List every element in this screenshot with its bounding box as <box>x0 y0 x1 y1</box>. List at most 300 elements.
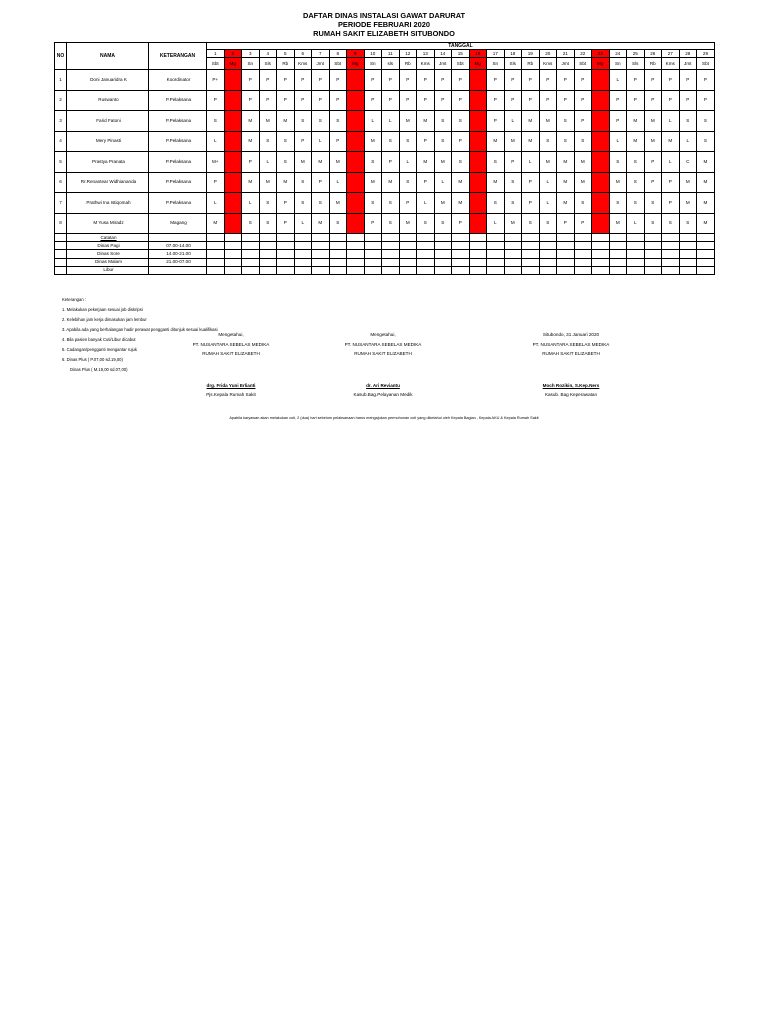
day-cell: Rb <box>399 58 417 70</box>
date-cell: 15 <box>452 50 470 58</box>
shift-cell: P <box>504 90 522 111</box>
shift-cell: M <box>487 131 505 152</box>
blank-cell <box>644 250 662 258</box>
shift-cell <box>347 111 365 132</box>
shift-cell: S <box>277 152 295 173</box>
blank-cell <box>207 250 225 258</box>
blank-cell <box>434 242 452 250</box>
shift-cell: L <box>207 131 225 152</box>
shift-cell: P <box>452 131 470 152</box>
shift-cell: S <box>329 111 347 132</box>
blank-cell <box>224 234 242 242</box>
blank-cell <box>55 266 67 274</box>
shift-cell: P <box>574 90 592 111</box>
shift-cell: S <box>697 111 715 132</box>
blank-cell <box>347 266 365 274</box>
shift-cell: M <box>312 213 330 234</box>
shift-cell: P <box>487 111 505 132</box>
blank-cell <box>487 234 505 242</box>
date-cell: 26 <box>644 50 662 58</box>
shift-cell: L <box>399 152 417 173</box>
shift-cell <box>592 213 610 234</box>
shift-cell <box>224 111 242 132</box>
keterangan-item: 6. Dinas Plus ( P.07,00 sd.19,00) <box>62 357 123 362</box>
date-cell: 13 <box>417 50 435 58</box>
blank-cell <box>417 234 435 242</box>
shift-cell <box>224 70 242 91</box>
shift-cell: P <box>242 90 260 111</box>
blank-cell <box>539 250 557 258</box>
date-cell: 16 <box>469 50 487 58</box>
sheet-header <box>0 11 768 38</box>
blank-cell <box>259 242 277 250</box>
blank-cell <box>382 234 400 242</box>
shift-cell: L <box>662 152 680 173</box>
shift-cell <box>224 90 242 111</box>
blank-cell <box>294 250 312 258</box>
shift-cell: P <box>644 152 662 173</box>
blank-cell <box>452 234 470 242</box>
blank-cell <box>224 250 242 258</box>
signature-block-1 <box>156 330 306 400</box>
keterangan-item: 5. Cadangan/pengganti mengantar rujuk <box>62 347 137 352</box>
shift-cell: S <box>312 193 330 214</box>
shift-note-time: 21.00-07.00 <box>149 258 207 266</box>
blank-cell <box>382 258 400 266</box>
blank-cell <box>312 250 330 258</box>
shift-cell: S <box>522 213 540 234</box>
shift-cell: L <box>609 131 627 152</box>
shift-cell: M <box>434 152 452 173</box>
shift-cell: M <box>242 111 260 132</box>
day-cell: Sbt <box>574 58 592 70</box>
day-cell: Sbt <box>207 58 225 70</box>
shift-cell: M <box>662 131 680 152</box>
shift-cell: L <box>364 111 382 132</box>
keterangan-item: 2. Kelebihan jam kerja dimasukan jam lembur <box>62 317 147 322</box>
shift-cell: S <box>487 152 505 173</box>
blank-cell <box>364 266 382 274</box>
sig-org: PT. NUSANTARA SEBELAS MEDIKA <box>532 341 610 347</box>
shift-cell <box>469 111 487 132</box>
shift-cell: M <box>522 131 540 152</box>
date-cell: 10 <box>364 50 382 58</box>
shift-cell: L <box>522 152 540 173</box>
shift-cell <box>592 70 610 91</box>
shift-cell: M <box>364 131 382 152</box>
sig-position: Pjs.Kepala Rumah Sakit <box>206 392 256 397</box>
row-no: 6 <box>55 172 67 193</box>
blank-cell <box>504 242 522 250</box>
shift-cell: L <box>434 172 452 193</box>
shift-cell: P <box>434 70 452 91</box>
date-cell: 3 <box>242 50 260 58</box>
shift-cell: S <box>277 131 295 152</box>
blank-cell <box>557 250 575 258</box>
blank-cell <box>679 234 697 242</box>
day-cell: Kms <box>417 58 435 70</box>
blank-cell <box>55 258 67 266</box>
shift-cell: P <box>417 131 435 152</box>
shift-cell: P <box>242 70 260 91</box>
blank-cell <box>277 234 295 242</box>
shift-cell: S <box>644 193 662 214</box>
blank-cell <box>627 258 645 266</box>
shift-note-label: Dinas Pagi <box>67 242 149 250</box>
day-cell: Kms <box>539 58 557 70</box>
blank-cell <box>592 242 610 250</box>
shift-cell: S <box>242 213 260 234</box>
shift-cell: M <box>609 213 627 234</box>
blank-cell <box>434 250 452 258</box>
day-cell: sls <box>382 58 400 70</box>
shift-cell: P <box>382 90 400 111</box>
blank-cell <box>224 242 242 250</box>
header-keterangan: KETERANGAN <box>149 43 207 70</box>
shift-cell: P <box>277 70 295 91</box>
blank-cell <box>207 266 225 274</box>
table-row <box>55 70 715 91</box>
shift-cell: P <box>609 90 627 111</box>
shift-cell: L <box>207 193 225 214</box>
shift-cell: P <box>452 70 470 91</box>
blank-cell <box>504 234 522 242</box>
blank-cell <box>207 242 225 250</box>
blank-cell <box>592 266 610 274</box>
shift-cell: P <box>277 213 295 234</box>
sig-position: Kasub. Bag Keperawatan <box>544 392 598 397</box>
shift-cell: M <box>679 193 697 214</box>
blank-cell <box>679 250 697 258</box>
shift-cell <box>592 90 610 111</box>
blank-cell <box>697 234 715 242</box>
shift-cell: S <box>662 213 680 234</box>
blank-cell <box>574 234 592 242</box>
date-cell: 14 <box>434 50 452 58</box>
shift-cell <box>224 152 242 173</box>
day-cell: Kms <box>294 58 312 70</box>
blank-cell <box>364 250 382 258</box>
staff-name: M Yusa Miradz <box>67 213 149 234</box>
shift-cell: P <box>417 90 435 111</box>
shift-cell: P <box>399 90 417 111</box>
blank-cell <box>347 234 365 242</box>
shift-cell: P <box>644 70 662 91</box>
shift-cell <box>347 131 365 152</box>
shift-cell: S <box>539 213 557 234</box>
shift-cell: M <box>627 111 645 132</box>
shift-cell: P <box>259 70 277 91</box>
date-cell: 4 <box>259 50 277 58</box>
blank-cell <box>277 266 295 274</box>
blank-cell <box>382 250 400 258</box>
blank-cell <box>627 242 645 250</box>
shift-cell: P <box>539 90 557 111</box>
blank-cell <box>504 258 522 266</box>
shift-cell: P <box>557 213 575 234</box>
date-cell: 6 <box>294 50 312 58</box>
row-no: 8 <box>55 213 67 234</box>
shift-cell: M <box>487 172 505 193</box>
shift-cell: P+ <box>207 70 225 91</box>
blank-cell <box>469 266 487 274</box>
day-cell: Sn <box>242 58 260 70</box>
sig-name: dr. Ari Reviantu <box>366 382 400 388</box>
blank-cell <box>312 242 330 250</box>
blank-cell <box>417 258 435 266</box>
day-cell: Mg <box>347 58 365 70</box>
shift-cell: L <box>609 70 627 91</box>
shift-cell: S <box>434 111 452 132</box>
shift-cell: L <box>329 172 347 193</box>
blank-cell <box>329 234 347 242</box>
blank-cell <box>277 250 295 258</box>
shift-cell: L <box>294 213 312 234</box>
shift-cell: M <box>277 111 295 132</box>
shift-cell: P <box>399 70 417 91</box>
blank-cell <box>399 234 417 242</box>
blank-cell <box>207 234 225 242</box>
blank-cell <box>329 242 347 250</box>
shift-cell: P <box>364 213 382 234</box>
blank-cell <box>662 266 680 274</box>
shift-cell: S <box>574 193 592 214</box>
blank-cell <box>522 242 540 250</box>
shift-cell: L <box>504 111 522 132</box>
day-cell: Mg <box>224 58 242 70</box>
blank-cell <box>434 258 452 266</box>
shift-cell: M <box>364 172 382 193</box>
blank-cell <box>679 242 697 250</box>
date-cell: 22 <box>574 50 592 58</box>
sig-org: PT. NUSANTARA SEBELAS MEDIKA <box>344 341 422 347</box>
shift-cell: S <box>504 172 522 193</box>
sig-name: drg. Frida Yuni Erlianti <box>206 382 256 388</box>
shift-cell: M <box>329 152 347 173</box>
shift-cell: M <box>697 172 715 193</box>
shift-cell: P <box>417 70 435 91</box>
shift-cell: S <box>399 131 417 152</box>
staff-name: Mery Pinasti <box>67 131 149 152</box>
blank-cell <box>417 250 435 258</box>
shift-cell: P <box>259 90 277 111</box>
day-cell: Sn <box>364 58 382 70</box>
blank-cell <box>592 258 610 266</box>
shift-cell: P <box>329 70 347 91</box>
date-cell: 11 <box>382 50 400 58</box>
sig-unit: RUMAH SAKIT ELIZABETH <box>354 351 412 356</box>
shift-cell: M <box>574 172 592 193</box>
shift-cell: P <box>504 152 522 173</box>
shift-cell: M <box>399 111 417 132</box>
shift-cell <box>469 193 487 214</box>
blank-cell <box>592 234 610 242</box>
shift-cell: S <box>627 193 645 214</box>
shift-cell: S <box>697 131 715 152</box>
keterangan-item: 4. Bila pasien banyak Cuti/Libur dicabut <box>62 337 136 342</box>
header-tanggal: TANGGAL <box>207 43 715 50</box>
blank-cell <box>434 234 452 242</box>
blank-cell <box>522 266 540 274</box>
blank-cell <box>452 242 470 250</box>
shift-cell: P <box>277 193 295 214</box>
shift-cell: P <box>242 152 260 173</box>
date-cell: 9 <box>347 50 365 58</box>
sheet-period: PERIODE FEBRUARI 2020 <box>338 20 430 29</box>
shift-note-time: 07.00-14.00 <box>149 242 207 250</box>
blank-cell <box>697 250 715 258</box>
shift-cell <box>469 152 487 173</box>
blank-cell <box>242 258 260 266</box>
shift-cell: P <box>417 172 435 193</box>
shift-cell: S <box>504 193 522 214</box>
shift-cell: M <box>312 152 330 173</box>
shift-cell: M <box>504 213 522 234</box>
shift-cell: P <box>662 90 680 111</box>
blank-cell <box>277 242 295 250</box>
shift-cell: M <box>522 111 540 132</box>
shift-cell: M <box>557 152 575 173</box>
shift-cell <box>469 70 487 91</box>
shift-note-label: Catatan <box>67 234 149 242</box>
blank-cell <box>644 242 662 250</box>
shift-cell: S <box>364 152 382 173</box>
shift-cell: P <box>644 90 662 111</box>
blank-cell <box>662 234 680 242</box>
shift-cell: P <box>207 172 225 193</box>
shift-cell: L <box>417 193 435 214</box>
shift-cell: S <box>259 131 277 152</box>
shift-cell: P <box>452 213 470 234</box>
sheet-hospital: RUMAH SAKIT ELIZABETH SITUBONDO <box>313 29 455 38</box>
blank-cell <box>242 234 260 242</box>
blank-cell <box>312 234 330 242</box>
day-cell: Jmt <box>312 58 330 70</box>
shift-cell: S <box>294 193 312 214</box>
blank-cell <box>417 266 435 274</box>
date-cell: 12 <box>399 50 417 58</box>
date-cell: 27 <box>662 50 680 58</box>
blank-cell <box>574 250 592 258</box>
table-row <box>55 131 715 152</box>
blank-cell <box>452 258 470 266</box>
blank-cell <box>382 266 400 274</box>
shift-cell: M <box>452 193 470 214</box>
shift-cell: M <box>644 111 662 132</box>
shift-cell: L <box>487 213 505 234</box>
staff-role: Magang <box>149 213 207 234</box>
blank-cell <box>277 258 295 266</box>
shift-cell: C <box>679 152 697 173</box>
blank-cell <box>557 266 575 274</box>
shift-cell: M <box>242 131 260 152</box>
staff-role: P.Pelaksana <box>149 90 207 111</box>
blank-cell <box>294 258 312 266</box>
shift-cell: M <box>417 111 435 132</box>
shift-cell: M <box>557 172 575 193</box>
blank-cell <box>487 242 505 250</box>
shift-cell: M <box>452 172 470 193</box>
shift-cell: S <box>627 172 645 193</box>
blank-cell <box>224 266 242 274</box>
staff-role: Koordinator <box>149 70 207 91</box>
shift-cell <box>469 213 487 234</box>
blank-cell <box>55 250 67 258</box>
shift-cell: L <box>662 111 680 132</box>
shift-cell: M <box>504 131 522 152</box>
day-cell: Sls <box>504 58 522 70</box>
day-cell: Jmt <box>557 58 575 70</box>
shift-cell: P <box>382 152 400 173</box>
blank-cell <box>609 242 627 250</box>
blank-cell <box>329 250 347 258</box>
blank-cell <box>224 258 242 266</box>
sig-unit: RUMAH SAKIT ELIZABETH <box>202 351 260 356</box>
blank-cell <box>55 242 67 250</box>
day-cell: Mg <box>469 58 487 70</box>
blank-cell <box>259 234 277 242</box>
blank-cell <box>522 234 540 242</box>
blank-cell <box>539 242 557 250</box>
shift-cell: S <box>259 193 277 214</box>
day-cell: Sn <box>609 58 627 70</box>
shift-cell <box>592 152 610 173</box>
shift-cell: S <box>452 111 470 132</box>
blank-cell <box>434 266 452 274</box>
staff-role: P.Pelaksana <box>149 131 207 152</box>
shift-cell: M+ <box>207 152 225 173</box>
day-cell: Sbt <box>697 58 715 70</box>
blank-cell <box>662 242 680 250</box>
shift-cell: P <box>697 70 715 91</box>
shift-cell: P <box>329 131 347 152</box>
shift-cell: L <box>679 131 697 152</box>
header-nama: NAMA <box>67 43 149 70</box>
blank-cell <box>399 266 417 274</box>
blank-cell <box>347 242 365 250</box>
blank-cell <box>697 258 715 266</box>
shift-cell: P <box>662 193 680 214</box>
row-no: 4 <box>55 131 67 152</box>
shift-cell: L <box>312 131 330 152</box>
blank-cell <box>364 242 382 250</box>
staff-name: Farid Fatoni <box>67 111 149 132</box>
date-cell: 25 <box>627 50 645 58</box>
shift-cell: P <box>539 70 557 91</box>
keterangan-item: 1. Melakukan pekerjaan sesuai job diskripsi <box>62 307 143 312</box>
blank-cell <box>452 266 470 274</box>
blank-cell <box>662 258 680 266</box>
shift-cell: S <box>207 111 225 132</box>
blank-cell <box>539 266 557 274</box>
shift-cell: P <box>627 70 645 91</box>
day-cell: Mg <box>592 58 610 70</box>
blank-cell <box>557 234 575 242</box>
day-cell: Sls <box>627 58 645 70</box>
shift-cell: S <box>399 172 417 193</box>
blank-cell <box>469 234 487 242</box>
table-row <box>55 90 715 111</box>
staff-name: Rr.Renantear Widhiananda <box>67 172 149 193</box>
blank-cell <box>504 266 522 274</box>
shift-cell: L <box>539 193 557 214</box>
day-cell: Sbt <box>452 58 470 70</box>
shift-cell: S <box>644 213 662 234</box>
shift-cell: P <box>382 70 400 91</box>
date-cell: 1 <box>207 50 225 58</box>
shift-cell: P <box>662 70 680 91</box>
shift-cell: S <box>382 193 400 214</box>
